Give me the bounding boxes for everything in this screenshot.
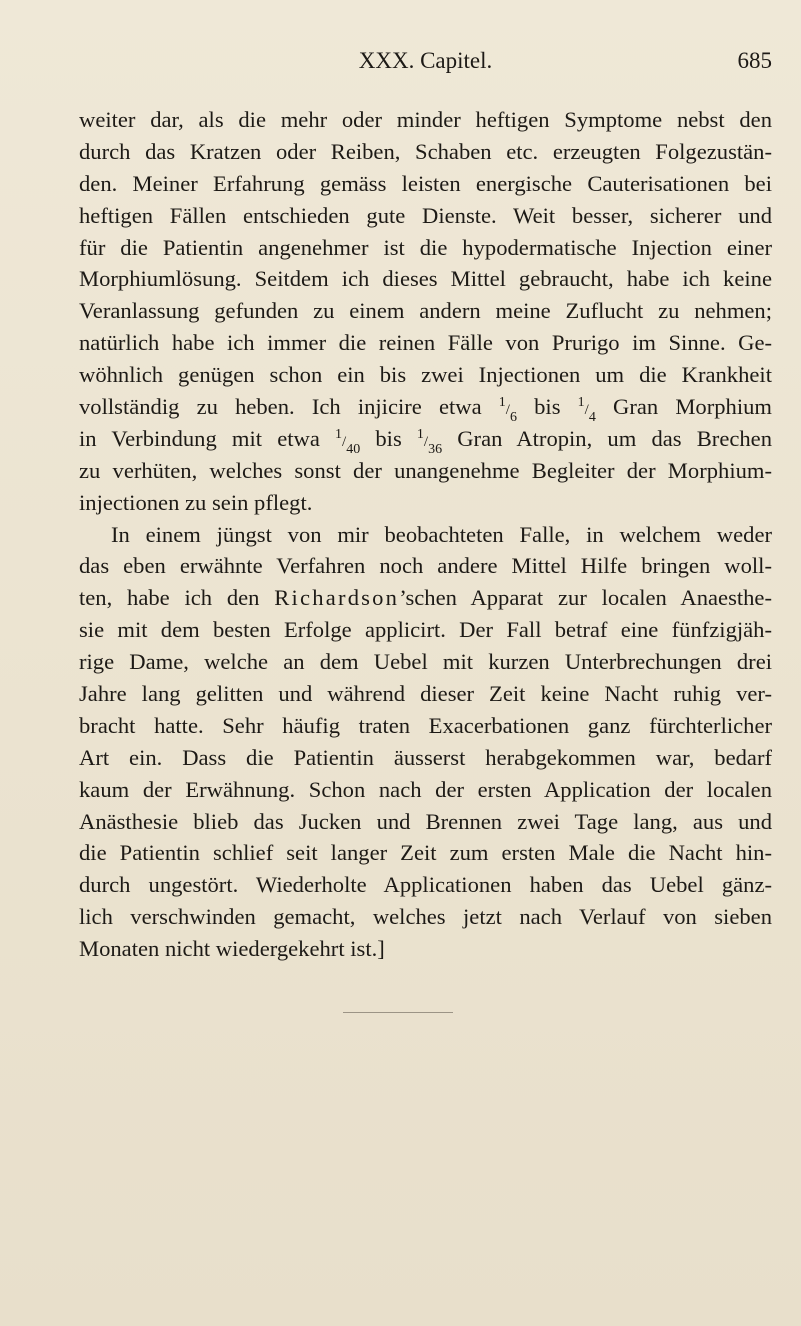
fraction-denominator: 40 <box>346 441 361 455</box>
fraction-one-thirtysixth: $^1/_{36}$ <box>417 434 442 450</box>
text-fragment: ’schen Apparat zur localen Anaesthe- <box>399 585 772 611</box>
paragraph-2 <box>79 519 772 965</box>
fraction-denominator: 6 <box>509 410 517 423</box>
chapter-title: XXX. Capitel. <box>358 48 493 73</box>
text-line: wöhnlich genügen schon ein bis zwei Injectionen um die Krankheit <box>79 362 772 388</box>
text-line: Veranlassung gefunden zu einem andern meine Zuflucht zu nehmen; <box>79 298 772 324</box>
paragraph-1 <box>79 104 772 519</box>
fraction-denominator: 4 <box>588 410 596 423</box>
section-divider <box>343 1012 453 1013</box>
text-line-dosage-morphium <box>79 391 772 423</box>
running-head <box>79 40 772 80</box>
fraction-numerator: 1 <box>335 426 343 442</box>
text-line: Jahre lang gelitten und während dieser Zeit keine Nacht ruhig ver- <box>79 681 772 707</box>
text-line: durch ungestört. Wiederholte Applicationen haben das Uebel gänz- <box>79 872 772 898</box>
text-line: kaum der Erwähnung. Schon nach der ersten Application der localen <box>79 776 772 802</box>
fraction-numerator: 1 <box>577 395 585 411</box>
page-number: 685 <box>737 48 772 73</box>
text-line: Morphiumlösung. Seitdem ich dieses Mittel gebraucht, habe ich keine <box>79 266 772 292</box>
text-line: für die Patientin angenehmer ist die hypodermatische Injection einer <box>79 234 772 260</box>
text-line: durch das Kratzen oder Reiben, Schaben etc. erzeugten Folgezustän- <box>79 138 772 164</box>
text-line-dosage-atropin <box>79 423 772 455</box>
text-line: weiter dar, als die mehr oder minder heftigen Symptome nebst den <box>79 107 772 132</box>
text-fragment: in Verbindung mit etwa <box>79 425 336 451</box>
text-fragment: vollständig zu heben. Ich injicire etwa <box>79 394 499 420</box>
fraction-one-fortieth: $^1/_{40}$ <box>335 434 360 450</box>
fraction-denominator: 36 <box>428 441 443 455</box>
text-line: Anästhesie blieb das Jucken und Brennen zwei Tage lang, aus und <box>79 808 772 834</box>
text-line: sie mit dem besten Erfolge applicirt. Der Fall betraf eine fünfzigjäh- <box>79 617 772 643</box>
text-line: bracht hatte. Sehr häufig traten Exacerbationen ganz fürchterlicher <box>79 712 772 738</box>
fraction-one-sixth: $^1/_6$ <box>499 402 517 418</box>
text-line: Art ein. Dass die Patientin äusserst herabgekommen war, bedarf <box>79 744 772 770</box>
text-line-richardson <box>79 582 772 614</box>
text-line: lich verschwinden gemacht, welches jetzt nach Verlauf von sieben <box>79 904 772 930</box>
text-fragment: ten, habe ich den <box>79 585 275 611</box>
fraction-numerator: 1 <box>498 395 506 411</box>
text-fragment: Gran Atropin, um das Brechen <box>442 425 772 451</box>
text-line: Monaten nicht wiedergekehrt ist.] <box>79 936 385 962</box>
fraction-one-quarter: $^1/_4$ <box>578 402 596 418</box>
text-fragment: bis <box>360 425 417 451</box>
text-line: das eben erwähnte Verfahren noch andere Mittel Hilfe bringen woll- <box>79 553 772 579</box>
text-line: heftigen Fällen entschieden gute Dienste. Weit besser, sicherer und <box>79 202 772 228</box>
text-line: injectionen zu sein pflegt. <box>79 489 313 515</box>
fraction-numerator: 1 <box>416 426 424 442</box>
text-line: rige Dame, welche an dem Uebel mit kurzen Unterbrechungen drei <box>79 649 772 675</box>
body-text <box>79 104 772 965</box>
text-line: die Patientin schlief seit langer Zeit zum ersten Male die Nacht hin- <box>79 840 772 866</box>
text-line: den. Meiner Erfahrung gemäss leisten energische Cauterisationen bei <box>79 170 772 196</box>
text-line: In einem jüngst von mir beobachteten Falle, in welchem weder <box>111 521 772 547</box>
person-name-richardson: Richardson <box>274 585 400 611</box>
text-line: zu verhüten, welches sonst der unangenehme Begleiter der Morphium- <box>79 457 772 483</box>
text-line: natürlich habe ich immer die reinen Fälle von Prurigo im Sinne. Ge- <box>79 330 772 356</box>
text-fragment: bis <box>516 394 578 420</box>
text-fragment: Gran Morphium <box>595 394 772 420</box>
